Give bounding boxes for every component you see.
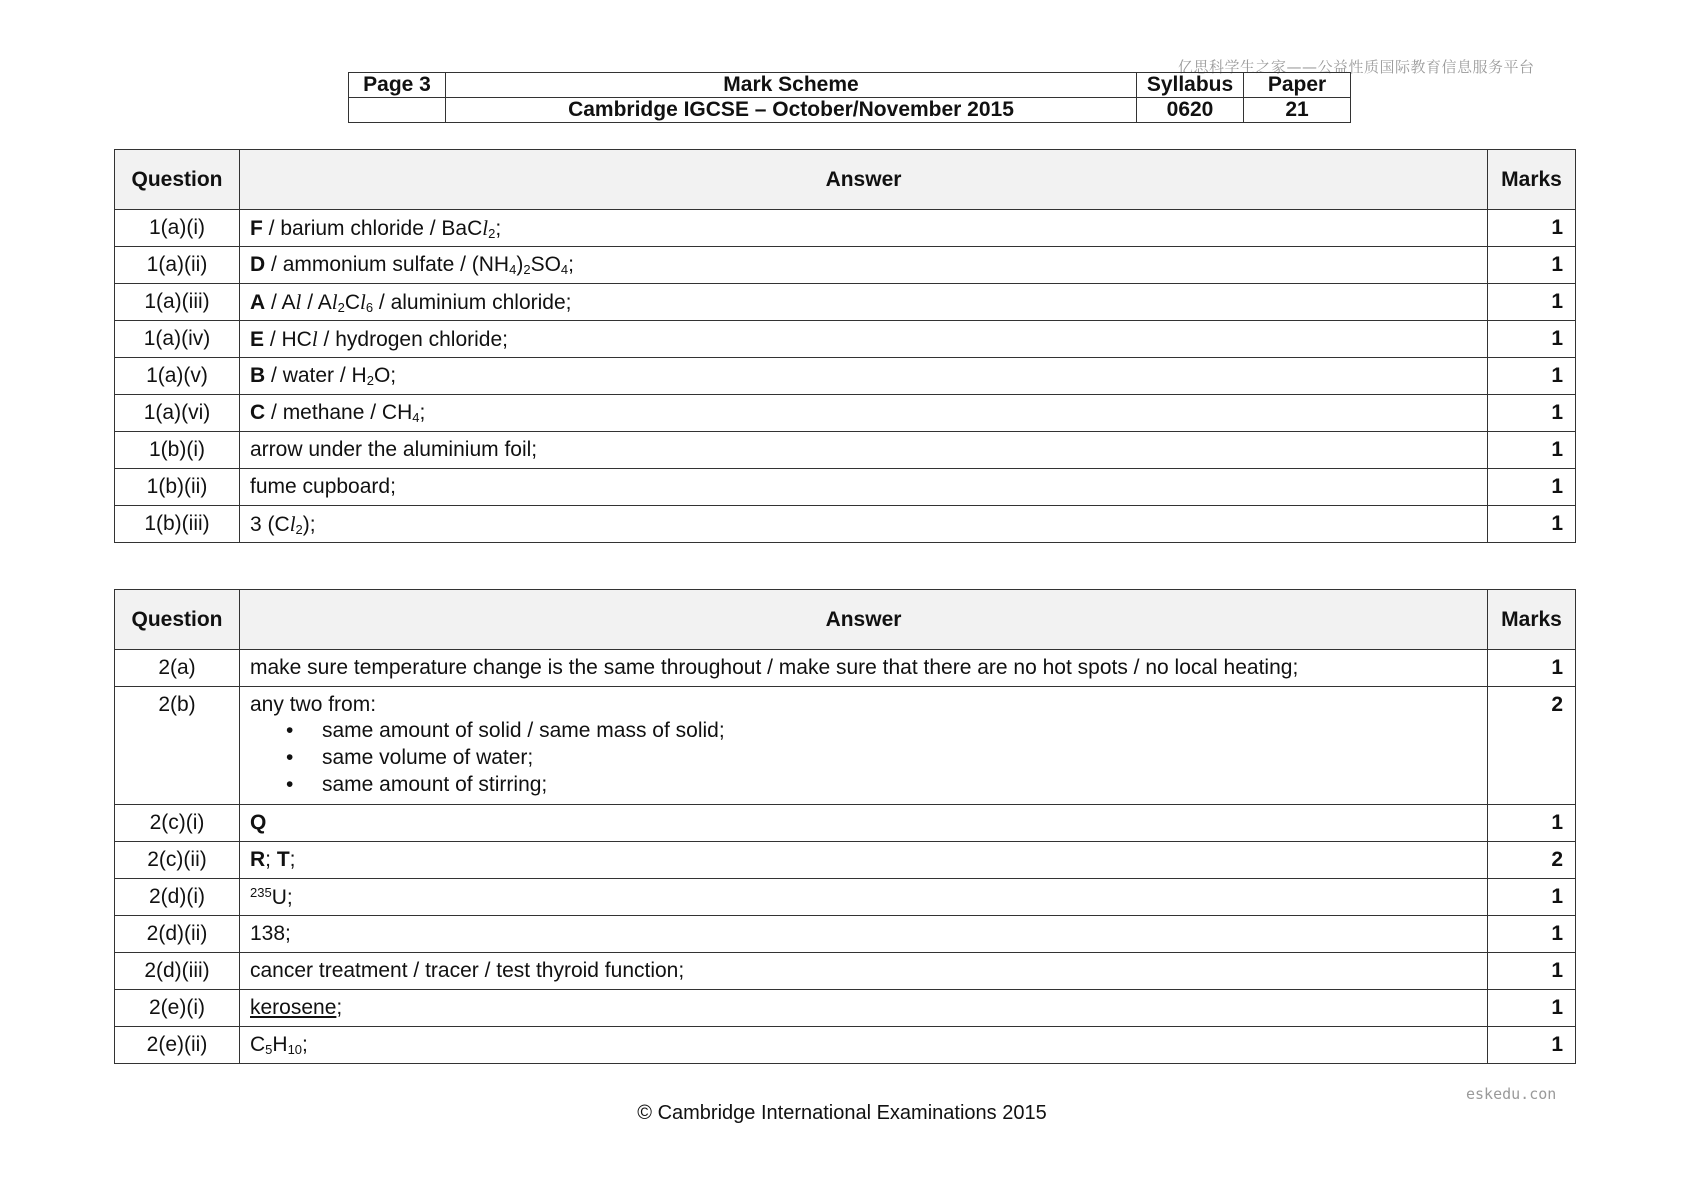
question-number: 1(b)(iii) [115,506,240,543]
marks-cell: 2 [1488,842,1576,879]
marks-cell: 2 [1488,687,1576,805]
answer-cell: cancer treatment / tracer / test thyroid function; [240,953,1488,990]
page-number: Page 3 [349,73,446,98]
list-item: • same amount of solid / same mass of solid; [322,717,1477,744]
question-number: 1(a)(iv) [115,321,240,358]
answer-cell: make sure temperature change is the same throughout / make sure that there are no hot spots / no local heating; [240,650,1488,687]
marks-cell: 1 [1488,284,1576,321]
marks-cell: 1 [1488,432,1576,469]
paper-label: Paper [1244,73,1351,98]
question-number: 2(d)(i) [115,879,240,916]
marks-cell: 1 [1488,916,1576,953]
answer-cell: fume cupboard; [240,469,1488,506]
copyright-footer: © Cambridge International Examinations 2015 [637,1102,1047,1124]
question-number: 2(e)(ii) [115,1027,240,1064]
answer-cell: kerosene; [240,990,1488,1027]
marks-cell: 1 [1488,506,1576,543]
watermark-bottom: eskedu.con [1466,1085,1557,1103]
header-table [348,72,1351,123]
marks-cell: 1 [1488,321,1576,358]
marks-cell: 1 [1488,358,1576,395]
col-answer: Answer [240,150,1488,210]
question-number: 1(b)(i) [115,432,240,469]
answer-cell: B / water / $H_2O$; [240,358,1488,395]
mark-table-1 [114,149,1576,543]
table-row [115,1027,1576,1064]
question-number: 2(a) [115,650,240,687]
marks-cell: 1 [1488,210,1576,247]
answer-intro: any two from: [250,693,377,716]
col-question: Question [115,590,240,650]
table-row [115,953,1576,990]
answer-cell: arrow under the aluminium foil; [240,432,1488,469]
question-number: 2(c)(ii) [115,842,240,879]
marks-cell: 1 [1488,650,1576,687]
marks-cell: 1 [1488,953,1576,990]
answer-cell: Q [240,805,1488,842]
question-number: 2(d)(iii) [115,953,240,990]
table-row [115,432,1576,469]
exam-name: Cambridge IGCSE – October/November 2015 [446,98,1137,123]
table-row [115,842,1576,879]
question-number: 1(a)(i) [115,210,240,247]
marks-cell: 1 [1488,247,1576,284]
bullet-list [250,717,1477,798]
table-row [115,805,1576,842]
doc-title: Mark Scheme [446,73,1137,98]
answer-cell: $^{235}$U; [240,879,1488,916]
col-answer: Answer [240,590,1488,650]
question-number: 1(b)(ii) [115,469,240,506]
table-row [115,284,1576,321]
table-row [115,321,1576,358]
marks-cell: 1 [1488,395,1576,432]
question-number: 2(d)(ii) [115,916,240,953]
table-row [115,210,1576,247]
question-number: 1(a)(ii) [115,247,240,284]
syllabus-label: Syllabus [1137,73,1244,98]
col-question: Question [115,150,240,210]
table-row [115,358,1576,395]
list-item: • same amount of stirring; [322,771,1477,798]
mark-table-2 [114,589,1576,1064]
answer-cell [240,687,1488,805]
answer-cell: E / HCl / hydrogen chloride; [240,321,1488,358]
table-row [115,916,1576,953]
table-row [115,506,1576,543]
table-row [115,879,1576,916]
answer-cell: 138; [240,916,1488,953]
table-row [115,650,1576,687]
paper-number: 21 [1244,98,1351,123]
table-row [115,469,1576,506]
marks-cell: 1 [1488,469,1576,506]
marks-cell: 1 [1488,805,1576,842]
answer-cell: A / Al / $Al_2Cl_6$ / aluminium chloride; [240,284,1488,321]
table-row [115,395,1576,432]
list-item: • same volume of water; [322,744,1477,771]
table-row [115,990,1576,1027]
marks-cell: 1 [1488,990,1576,1027]
marks-cell: 1 [1488,879,1576,916]
question-number: 1(a)(iii) [115,284,240,321]
answer-cell: 3 $(Cl_2)$; [240,506,1488,543]
marks-cell: 1 [1488,1027,1576,1064]
question-number: 1(a)(v) [115,358,240,395]
answer-cell: D / ammonium sulfate / $(NH_4)_2SO_4$; [240,247,1488,284]
answer-cell: F / barium chloride / BaCl$_2$; [240,210,1488,247]
answer-cell: R; T; [240,842,1488,879]
question-number: 1(a)(vi) [115,395,240,432]
question-number: 2(b) [115,687,240,805]
question-number: 2(e)(i) [115,990,240,1027]
answer-cell: $C_5H_{10}$; [240,1027,1488,1064]
answer-cell: C / methane / $CH_4$; [240,395,1488,432]
col-marks: Marks [1488,150,1576,210]
table-row [115,247,1576,284]
col-marks: Marks [1488,590,1576,650]
watermark-top: 亿思科学生之家——公益性质国际教育信息服务平台 [1178,58,1535,76]
question-number: 2(c)(i) [115,805,240,842]
syllabus-code: 0620 [1137,98,1244,123]
table-row [115,687,1576,805]
